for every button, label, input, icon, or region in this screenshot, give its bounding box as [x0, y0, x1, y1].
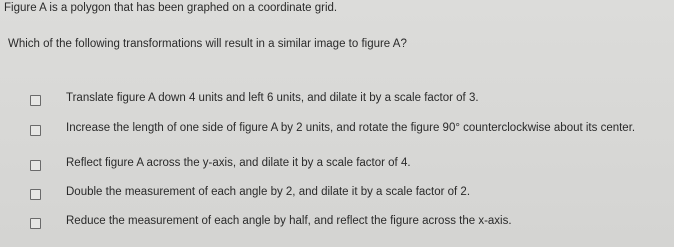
- checkbox-icon[interactable]: [30, 95, 41, 106]
- problem-statement: Figure A is a polygon that has been graphed on a coordinate grid.: [4, 2, 338, 14]
- answer-choice-label: Reduce the measurement of each angle by half, and reflect the figure across the x-axis.: [66, 215, 512, 227]
- checkbox-icon[interactable]: [30, 125, 41, 136]
- answer-choice-label: Reflect figure A across the y-axis, and dilate it by a scale factor of 4.: [66, 157, 411, 169]
- answer-choice-label: Double the measurement of each angle by 2, and dilate it by a scale factor of 2.: [66, 186, 471, 198]
- checkbox-icon[interactable]: [30, 189, 41, 200]
- answer-choice-label: Increase the length of one side of figure A by 2 units, and rotate the figure 90° counterclockwise about its center.: [66, 122, 636, 134]
- checkbox-icon[interactable]: [30, 218, 41, 229]
- question-prompt: Which of the following transformations will result in a similar image to figure A?: [8, 38, 407, 50]
- checkbox-icon[interactable]: [30, 160, 41, 171]
- answer-choice-label: Translate figure A down 4 units and left 6 units, and dilate it by a scale factor of 3.: [66, 92, 479, 104]
